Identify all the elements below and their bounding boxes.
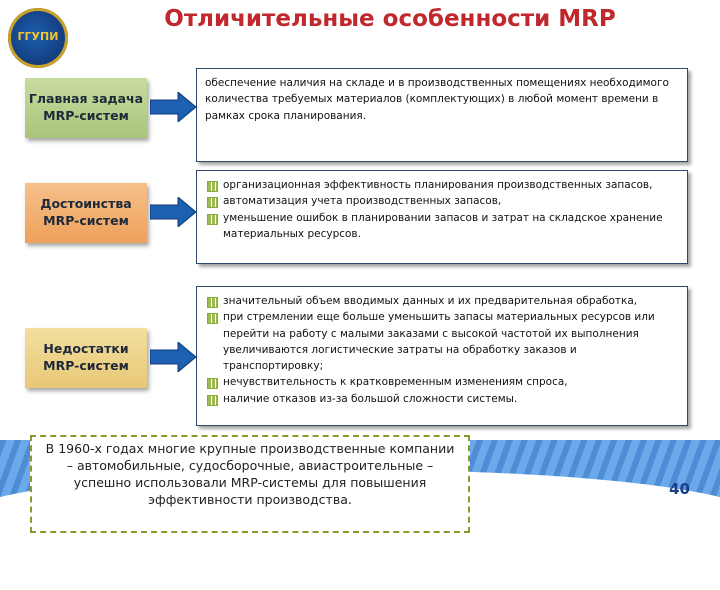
page-title: Отличительные особенности MRP	[164, 6, 616, 32]
disadvantages-label: Недостатки MRP-систем	[25, 328, 147, 388]
disadvantages-box	[196, 286, 688, 426]
advantages-label: Достоинства MRP-систем	[25, 183, 147, 243]
list-item: нечувствительность к кратковременным изменениям спроса,	[205, 374, 679, 390]
list-item: уменьшение ошибок в планировании запасов и затрат на складское хранение материальных ресурсов.	[205, 210, 679, 243]
university-logo	[8, 8, 68, 68]
list-item: организационная эффективность планирования производственных запасов,	[205, 177, 679, 193]
list-item: значительный объем вводимых данных и их предварительная обработка,	[205, 293, 679, 309]
page-number: 40	[669, 480, 690, 498]
arrow-right-icon	[150, 197, 196, 227]
main-task-text: обеспечение наличия на складе и в производственных помещениях необходимого количества требуемых материалов (комплектующих) в любой момент времени в рамках срока планирования.	[205, 77, 669, 122]
main-task-box	[196, 68, 688, 162]
history-callout: В 1960-х годах многие крупные производственные компании – автомобильные, судосборочные, авиастроительные – успешно использовали MRP-системы для повышения эффективности производства.	[30, 435, 470, 533]
advantages-box	[196, 170, 688, 264]
arrow-right-icon	[150, 92, 196, 122]
logo-text: ГГУПИ	[17, 30, 59, 43]
list-item: наличие отказов из-за большой сложности системы.	[205, 391, 679, 407]
arrow-right-icon	[150, 342, 196, 372]
list-item: при стремлении еще больше уменьшить запасы материальных ресурсов или перейти на работу с малыми заказами с высокой частотой их выполнения увеличиваются логистические затраты на обработку заказов и транспортировку;	[205, 309, 679, 374]
list-item: автоматизация учета производственных запасов,	[205, 193, 679, 209]
main-task-label: Главная задача MRP-систем	[25, 78, 147, 138]
